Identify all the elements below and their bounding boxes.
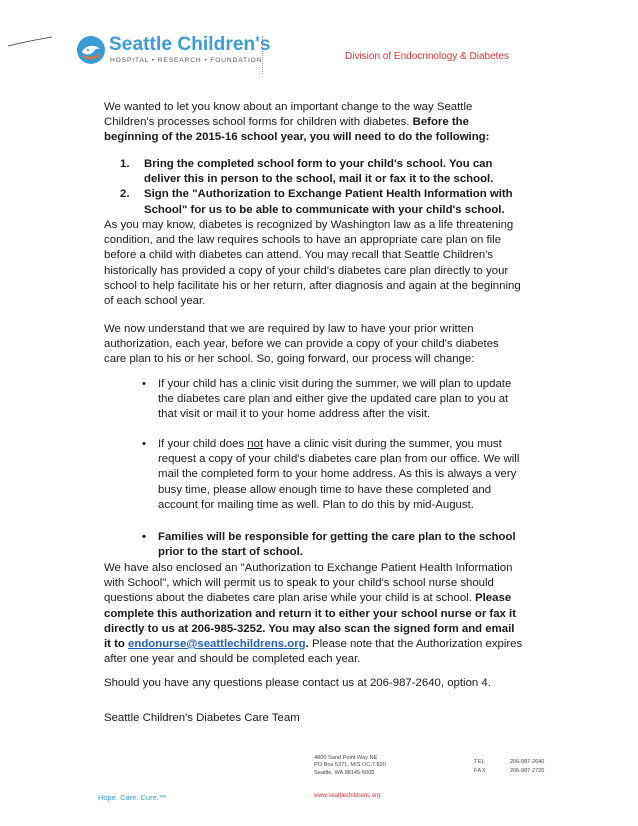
intro-bold-text: Before the beginning of the 2015-16 school year, you will need to do the following: [104,116,490,144]
phone-block [474,758,544,776]
process-paragraph: We now understand that we are required by law to have your prior written authorization, each year, before we can provide a copy of your child's diabetes care plan to his or her school. So, going forward, our process will change: [104,323,499,366]
header-divider [262,36,263,74]
auth-bold-end: . [305,638,309,651]
fax-number: 206-987-2720 [510,768,545,774]
mailing-address [314,755,386,777]
step-number: 2. [120,188,130,201]
bullet-dot: • [142,531,146,543]
step-text: Bring the completed school form to your child's school. You can deliver this in person to the school, mail it or fax it to the school. [144,158,494,186]
step-number: 1. [120,158,130,170]
step-item [120,187,524,217]
step-item [120,157,524,187]
auth-text: We have also enclosed an "Authorization to Exchange Patient Health Information with School", which will permit us to speak to your child's school nurse should questions about the diabetes care plan arise while your child is at school. [104,562,513,605]
division-name: Division of Endocrinology & Diabetes [345,51,509,62]
email-link[interactable]: endonurse@seattlechildrens.org [128,638,306,651]
brand-tagline: HOSPITAL • RESEARCH • FOUNDATION [110,57,263,64]
bullet-text: If your child has a clinic visit during the summer, we will plan to update the diabetes care plan and either give the updated care plan to you at that visit or mail it to your home address after the visit. [158,378,512,421]
footer-slogan: Hope. Care. Cure.™ [98,793,167,802]
steps-list [120,157,524,218]
bullet-item [142,377,524,423]
signoff: Seattle Children's Diabetes Care Team [104,712,300,724]
whale-logo-icon [76,35,106,65]
bullet-item [142,530,524,560]
address-line: 4800 Sand Point Way NE [314,755,378,761]
bullet-text-rest: have a clinic visit during the summer, you must request a copy of your child's diabetes care plan from our office. We will mail the completed form to your home address. As this is always a very busy time, please allow enough time to have these completed and account for mailing time as well. Plan to do this by mid-August. [158,438,520,511]
bullet-item [142,437,524,513]
authorization-paragraph [104,561,524,667]
address-line: PO Box 5371, M/S OC.7.820 [314,762,386,769]
bullet-text-not: not [247,438,264,450]
address-line: Seattle, WA 98145-5005 [314,769,375,776]
intro-text: We wanted to let you know about an important change to the way Seattle Children's processes school forms for children with diabetes. [104,101,473,129]
tel-number: 206-987-2640 [510,759,545,765]
auth-bold-text: Please complete this authorization and return it to either your school nurse or fax it directly to us at 206-985-3252. You may also scan the signed form and email it to [104,592,517,651]
pen-stroke-mark [6,36,54,48]
bullet-text: Families will be responsible for getting the care plan to the school prior to the start of school. [158,531,516,559]
tel-label: TEL [474,759,486,765]
fax-label: FAX [474,768,486,774]
step-text: Sign the "Authorization to Exchange Patient Health Information with School" for us to be able to communicate with your child's school. [144,188,513,216]
footer-url[interactable]: www.seattlechildrens.org [314,793,381,799]
bullet-dot: • [142,378,146,390]
brand-logo [76,33,271,73]
intro-paragraph [104,100,524,146]
bullet-text-start: If your child does [158,438,248,450]
contact-paragraph: Should you have any questions please contact us at 206-987-2640, option 4. [104,677,491,689]
auth-tail-text: Please note that the Authorization expires after one year and should be completed each year. [104,638,523,666]
bullet-dot: • [142,438,146,450]
brand-name: Seattle Children's [109,34,271,55]
law-paragraph: As you may know, diabetes is recognized by Washington law as a life threatening condition, and the law requires schools to have an appropriate care plan on file before a child with diabetes can attend. You may recall that Seattle Children's historically has provided a copy of your child's diabetes care plan directly to your school to help facilitate his or her return, after diagnosis and again at the beginning of each school year. [104,219,521,308]
